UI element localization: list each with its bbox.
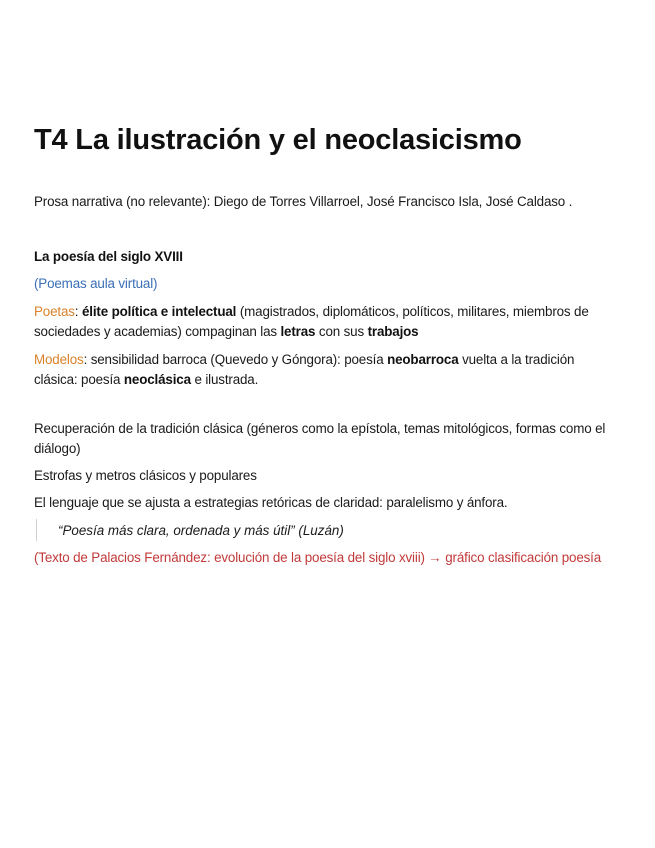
recuperacion-paragraph: Recuperación de la tradición clásica (géneros como la epístola, temas mitológicos, formas como el diálogo) — [34, 421, 606, 456]
poetas-paragraph — [34, 302, 609, 342]
poetas-bold-trabajos: trabajos — [367, 324, 419, 339]
modelos-text-2: vuelta a la tradición clásica: poesía — [34, 352, 575, 387]
poetas-text-1: (magistrados, diplomáticos, políticos, militares, miembros de sociedades y academias) compaginan las — [34, 304, 589, 339]
poetas-bold-letras: letras — [280, 324, 316, 339]
prosa-paragraph: Prosa narrativa (no relevante): Diego de Torres Villarroel, José Francisco Isla, José Caldaso . — [34, 194, 573, 209]
modelos-text-1: : sensibilidad barroca (Quevedo y Góngora): poesía — [83, 352, 388, 367]
poetas-text-2: con sus — [315, 324, 368, 339]
page-title: T4 La ilustración y el neoclasicismo — [34, 124, 522, 156]
texto-palacios-paragraph — [34, 548, 609, 568]
section-heading — [34, 247, 609, 267]
aula-virtual-paragraph — [34, 274, 609, 294]
section-heading-text: La poesía del siglo XVIII — [34, 249, 183, 264]
blockquote-bar — [36, 519, 37, 541]
modelos-label: Modelos — [34, 352, 84, 367]
poetas-colon: : — [74, 304, 82, 319]
poetas-bold-elite: élite política e intelectual — [81, 304, 237, 319]
luzan-quote: “Poesía más clara, ordenada y más útil” (Luzán) — [58, 523, 344, 538]
modelos-bold-neoclasica: neoclásica — [123, 372, 191, 387]
estrofas-paragraph: Estrofas y metros clásicos y populares — [34, 468, 257, 483]
lenguaje-paragraph: El lenguaje que se ajusta a estrategias retóricas de claridad: paralelismo y ánfora. — [34, 495, 508, 510]
modelos-text-3: e ilustrada. — [190, 372, 259, 387]
modelos-bold-neobarroca: neobarroca — [387, 352, 459, 367]
modelos-paragraph — [34, 350, 609, 390]
poetas-label: Poetas — [34, 304, 75, 319]
texto-palacios-link[interactable]: (Texto de Palacios Fernández: evolución de la poesía del siglo xviii) → gráfico clasificación poesía — [34, 550, 602, 565]
aula-virtual-link[interactable]: (Poemas aula virtual) — [34, 276, 158, 291]
